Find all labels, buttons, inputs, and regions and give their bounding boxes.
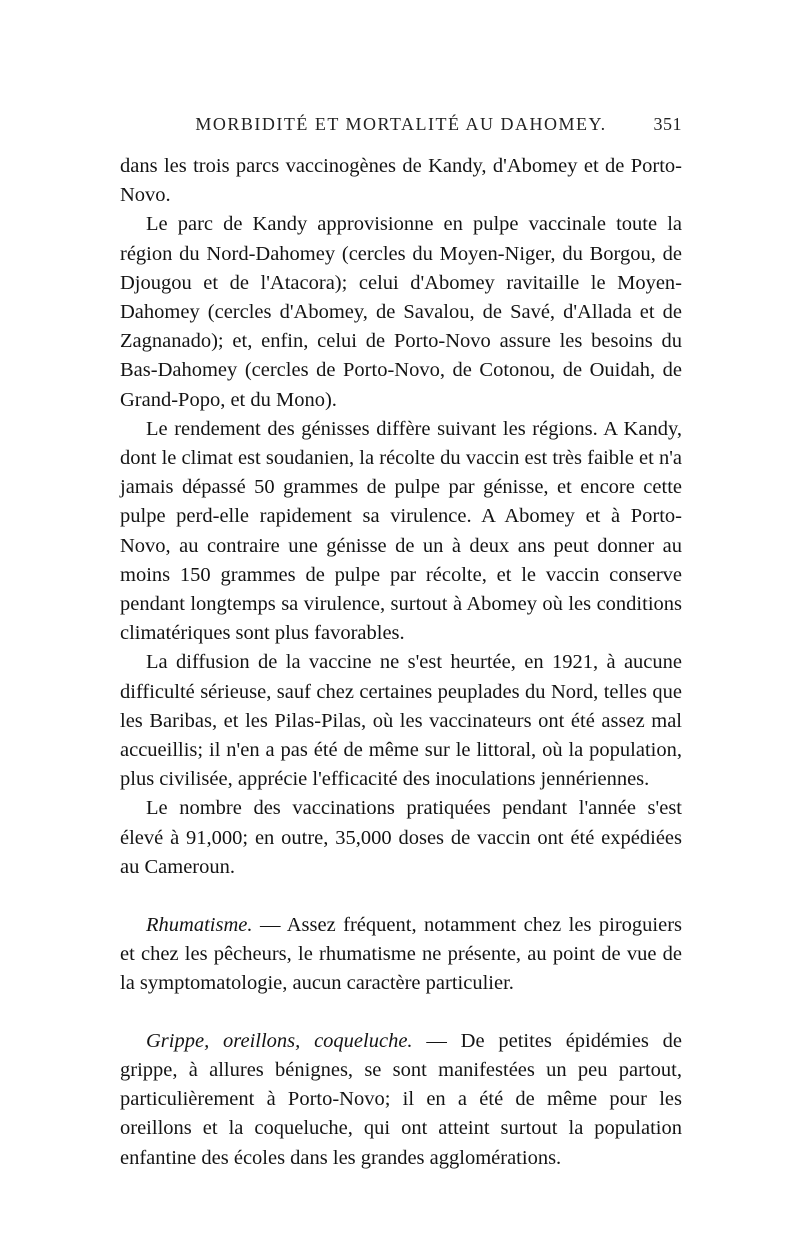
paragraph-continued: dans les trois parcs vaccinogènes de Kandy, d'Abomey et de Porto-Novo. [120, 155, 682, 207]
paragraph: Le parc de Kandy approvisionne en pulpe vaccinale toute la région du Nord-Dahomey (cercles du Moyen-Niger, du Borgou, de Djougou et de l'Atacora); celui d'Abomey ravitaille le Moyen-Dahomey (cercles d'Abomey, de Savalou, de Savé, d'Allada et de Zagnanado); et, enfin, celui de Porto-Novo assure les besoins du Bas-Dahomey (cercles de Porto-Novo, de Cotonou, de Ouidah, de Grand-Popo, et du Mono). [120, 213, 682, 411]
section-heading: Rhumatisme. [146, 914, 253, 937]
page-body [120, 152, 682, 1173]
paragraph: Le nombre des vaccinations pratiquées pendant l'année s'est élevé à 91,000; en outre, 35,000 doses de vaccin ont été expédiées au Cameroun. [120, 797, 682, 878]
page-number: 351 [653, 114, 682, 134]
section-heading: Grippe, oreillons, coqueluche. [146, 1029, 413, 1052]
running-title: MORBIDITÉ ET MORTALITÉ AU DAHOMEY. [195, 114, 607, 134]
section-grippe [120, 1027, 682, 1173]
paragraph: Le rendement des génisses diffère suivant les régions. A Kandy, dont le climat est soudanien, la récolte du vaccin est très faible et n'a jamais dépassé 50 grammes de pulpe par génisse, et encore cette pulpe perd-elle rapidement sa virulence. A Abomey et à Porto-Novo, au contraire une génisse de un à deux ans peut donner au moins 150 grammes de pulpe par récolte, et le vaccin conserve pendant longtemps sa virulence, surtout à Abomey où les conditions climatériques sont plus favorables. [120, 417, 682, 645]
section-text: — Assez fréquent, notamment chez les piroguiers et chez les pêcheurs, le rhumatisme ne présente, au point de vue de la symptomatologie, aucun caractère particulier. [120, 914, 683, 995]
section-text: — De petites épidémies de grippe, à allures bénignes, se sont manifestées un peu partout, particulièrement à Porto-Novo; il en a été de même pour les oreillons et la coqueluche, qui ont atteint surtout la population enfantine des écoles dans les grandes agglomérations. [120, 1029, 682, 1169]
section-rhumatisme [120, 911, 682, 999]
paragraph: La diffusion de la vaccine ne s'est heurtée, en 1921, à aucune difficulté sérieuse, sauf chez certaines peuplades du Nord, telles que les Baribas, et les Pilas-Pilas, où les vaccinateurs ont été assez mal accueillis; il n'en a pas été de même sur le littoral, où la population, plus civilisée, apprécie l'efficacité des inoculations jennériennes. [120, 651, 682, 791]
